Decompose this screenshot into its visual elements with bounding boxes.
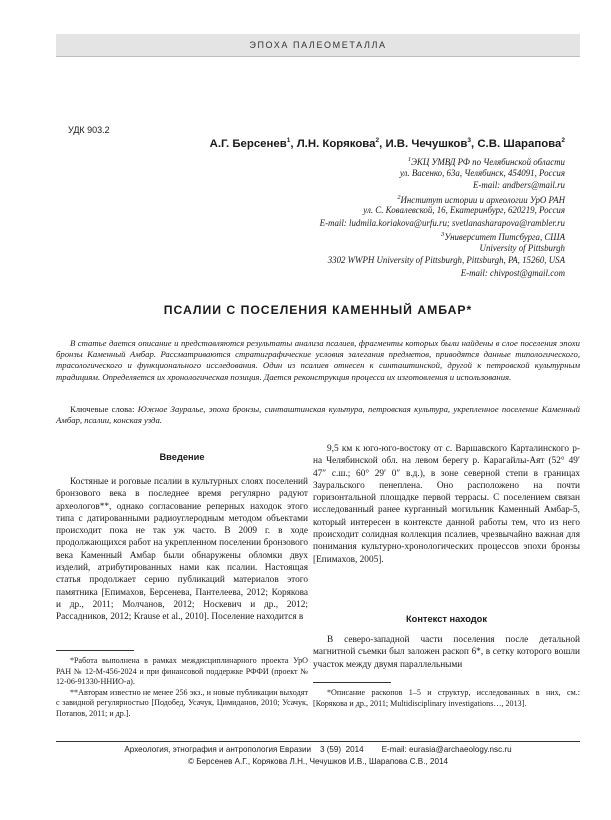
right-column-body-2	[313, 634, 580, 671]
body-paragraph: В северо-западной части поселения после детальной магнитной съемки был заложен раскоп 6*, в сетку которого вошли участок между двумя параллельными	[313, 635, 580, 670]
affiliation-line: $^2$Институт истории и археологии УрО РАН	[397, 193, 565, 205]
affiliation-line: $^1$ЭКЦ УМВД РФ по Челябинской области	[407, 156, 565, 167]
footnote: *Описание раскопов 1–5 и структур, исследованных в них, см.: [Корякова и др., 2011; Multidisciplinary investigations…, 2013].	[313, 688, 580, 708]
keywords	[56, 404, 580, 426]
affiliation-line: 3302 WWPH University of Pittsburgh, Pittsburgh, PA, 15260, USA	[327, 255, 565, 265]
footnote: *Работа выполнена в рамках междисциплинарного проекта УрО РАН № 12-М-456-2024 и при финансовой поддержке РФФИ (проект № 12-06-91330-ННИО-а).	[56, 656, 308, 686]
footnotes-left	[56, 656, 308, 719]
body-paragraph: 9,5 км к юго-юго-востоку от с. Варшавского Карталинского р-на Челябинской обл. на левом берегу р. Карагайлы-Аят (52° 49′ 47″ с.ш.; 60° 29′ 0″ в.д.), в зоне северной степи в границах Зауральского пенеплена. Оно расположено на почти горизонтальной площадке первой террасы. С поселением связан исследованный ранее курганный могильник Каменный Амбар-5, который интересен в контексте данной работы тем, что из него происходит солидная коллекция псалиев, чрезвычайно важная для понимания культурно-хронологических процессов эпохи бронзы [Епимахов, 2005].	[313, 444, 580, 565]
section-heading-context: Контекст находок	[405, 614, 488, 624]
article-title: ПСАЛИИ С ПОСЕЛЕНИЯ КАМЕННЫЙ АМБАР*	[163, 303, 473, 317]
affiliation-email: E-mail: chivpost@gmail.com	[460, 267, 565, 278]
author-name: А.Г. Берсенев	[209, 137, 287, 150]
footnote-divider	[313, 682, 391, 683]
section-heading-intro: Введение	[159, 452, 205, 462]
footer-divider	[56, 741, 580, 742]
affiliation-line: University of Pittsburgh	[479, 242, 565, 253]
footnote: **Авторам известно не менее 256 экз., и новые публикации выходят с завидной регулярностью [Подобед, Усачук, Цимиданов, 2010; Усачук, Потапов, 2011; и др.].	[56, 687, 308, 718]
affiliation-email: E-mail: ludmila.koriakova@urfu.ru; svetlanasharapova@rambler.ru	[319, 217, 565, 228]
author-name: Л.Н. Корякова	[296, 137, 376, 150]
intro-body	[56, 476, 308, 624]
right-column-body	[313, 443, 580, 566]
udk-code: УДК 903.2	[68, 125, 110, 135]
author-name: И.В. Чечушков	[385, 137, 468, 150]
copyright-footer: © Берсенев А.Г., Корякова Л.Н., Чечушков И.В., Шарапова С.В., 2014	[188, 757, 448, 766]
affiliation-line: ул. Васенко, 63а, Челябинск, 454091, Россия	[399, 167, 565, 178]
abstract: В статье дается описание и представляются результаты анализа псалиев, фрагменты которых были найдены в слое поселения эпохи бронзы Каменный Амбар. Рассматриваются стратиграфические условия залегания предметов, приводятся данные типологического, трасологического и функционального исследования. Один из псалиев отнесен к синташтинской, другой к петровской культурным традициям. Определяется их хронологическая позиция. Дается реконструкция процесса их изготовления и использования.	[56, 338, 580, 382]
affiliation-line: $^3$Университет Питсбурга, США	[441, 231, 565, 242]
keywords-label: Ключевые слова:	[70, 404, 138, 414]
affiliation-line: ул. С. Ковалевской, 16, Екатеринбург, 620219, Россия	[363, 205, 565, 215]
keywords-text: Южное Зауралье, эпоха бронзы, синташтинская культура, петровская культура, укрепленное поселение Каменный Амбар, псалии, конская узда.	[56, 404, 581, 426]
author-name: С.В. Шарапова	[477, 137, 562, 150]
section-title: ЭПОХА ПАЛЕОМЕТАЛЛА	[249, 40, 387, 50]
journal-footer: Археология, этнография и антропология Евразии 3 (59) 2014 E-mail: eurasia@archaeology.nsc.ru	[124, 745, 512, 754]
footnote-divider	[56, 650, 134, 651]
author-list: А.Г. Берсенев$^1$, Л.Н. Корякова$^2$, И.В. Чечушков$^3$, С.В. Шарапова$^2$	[209, 137, 565, 150]
affiliation-email: E-mail: andbers@mail.ru	[473, 180, 565, 190]
footnote-right	[313, 688, 580, 709]
intro-paragraph: Костяные и роговые псалии в культурных слоях поселений бронзового века в последнее время регулярно радуют археологов**, однако согласование реперных находок этого типа с датированными радиоуглеродным методом объектами происходит пока не так уж часто. В 2009 г. в ходе продолжающихся работ на укрепленном поселении бронзового века Каменный Амбар были обнаружены обломки двух изделий, атрибутированных нами как псалии. Настоящая статья продолжает серию публикаций материалов этого памятника [Епимахов, Берсенева, Пантелеева, 2012; Корякова и др., 2011; Молчанов, 2012; Носкевич и др., 2012; Рассадников, 2012; Krause et al., 2010]. Поселение находится в	[56, 477, 308, 623]
running-header	[56, 34, 580, 57]
